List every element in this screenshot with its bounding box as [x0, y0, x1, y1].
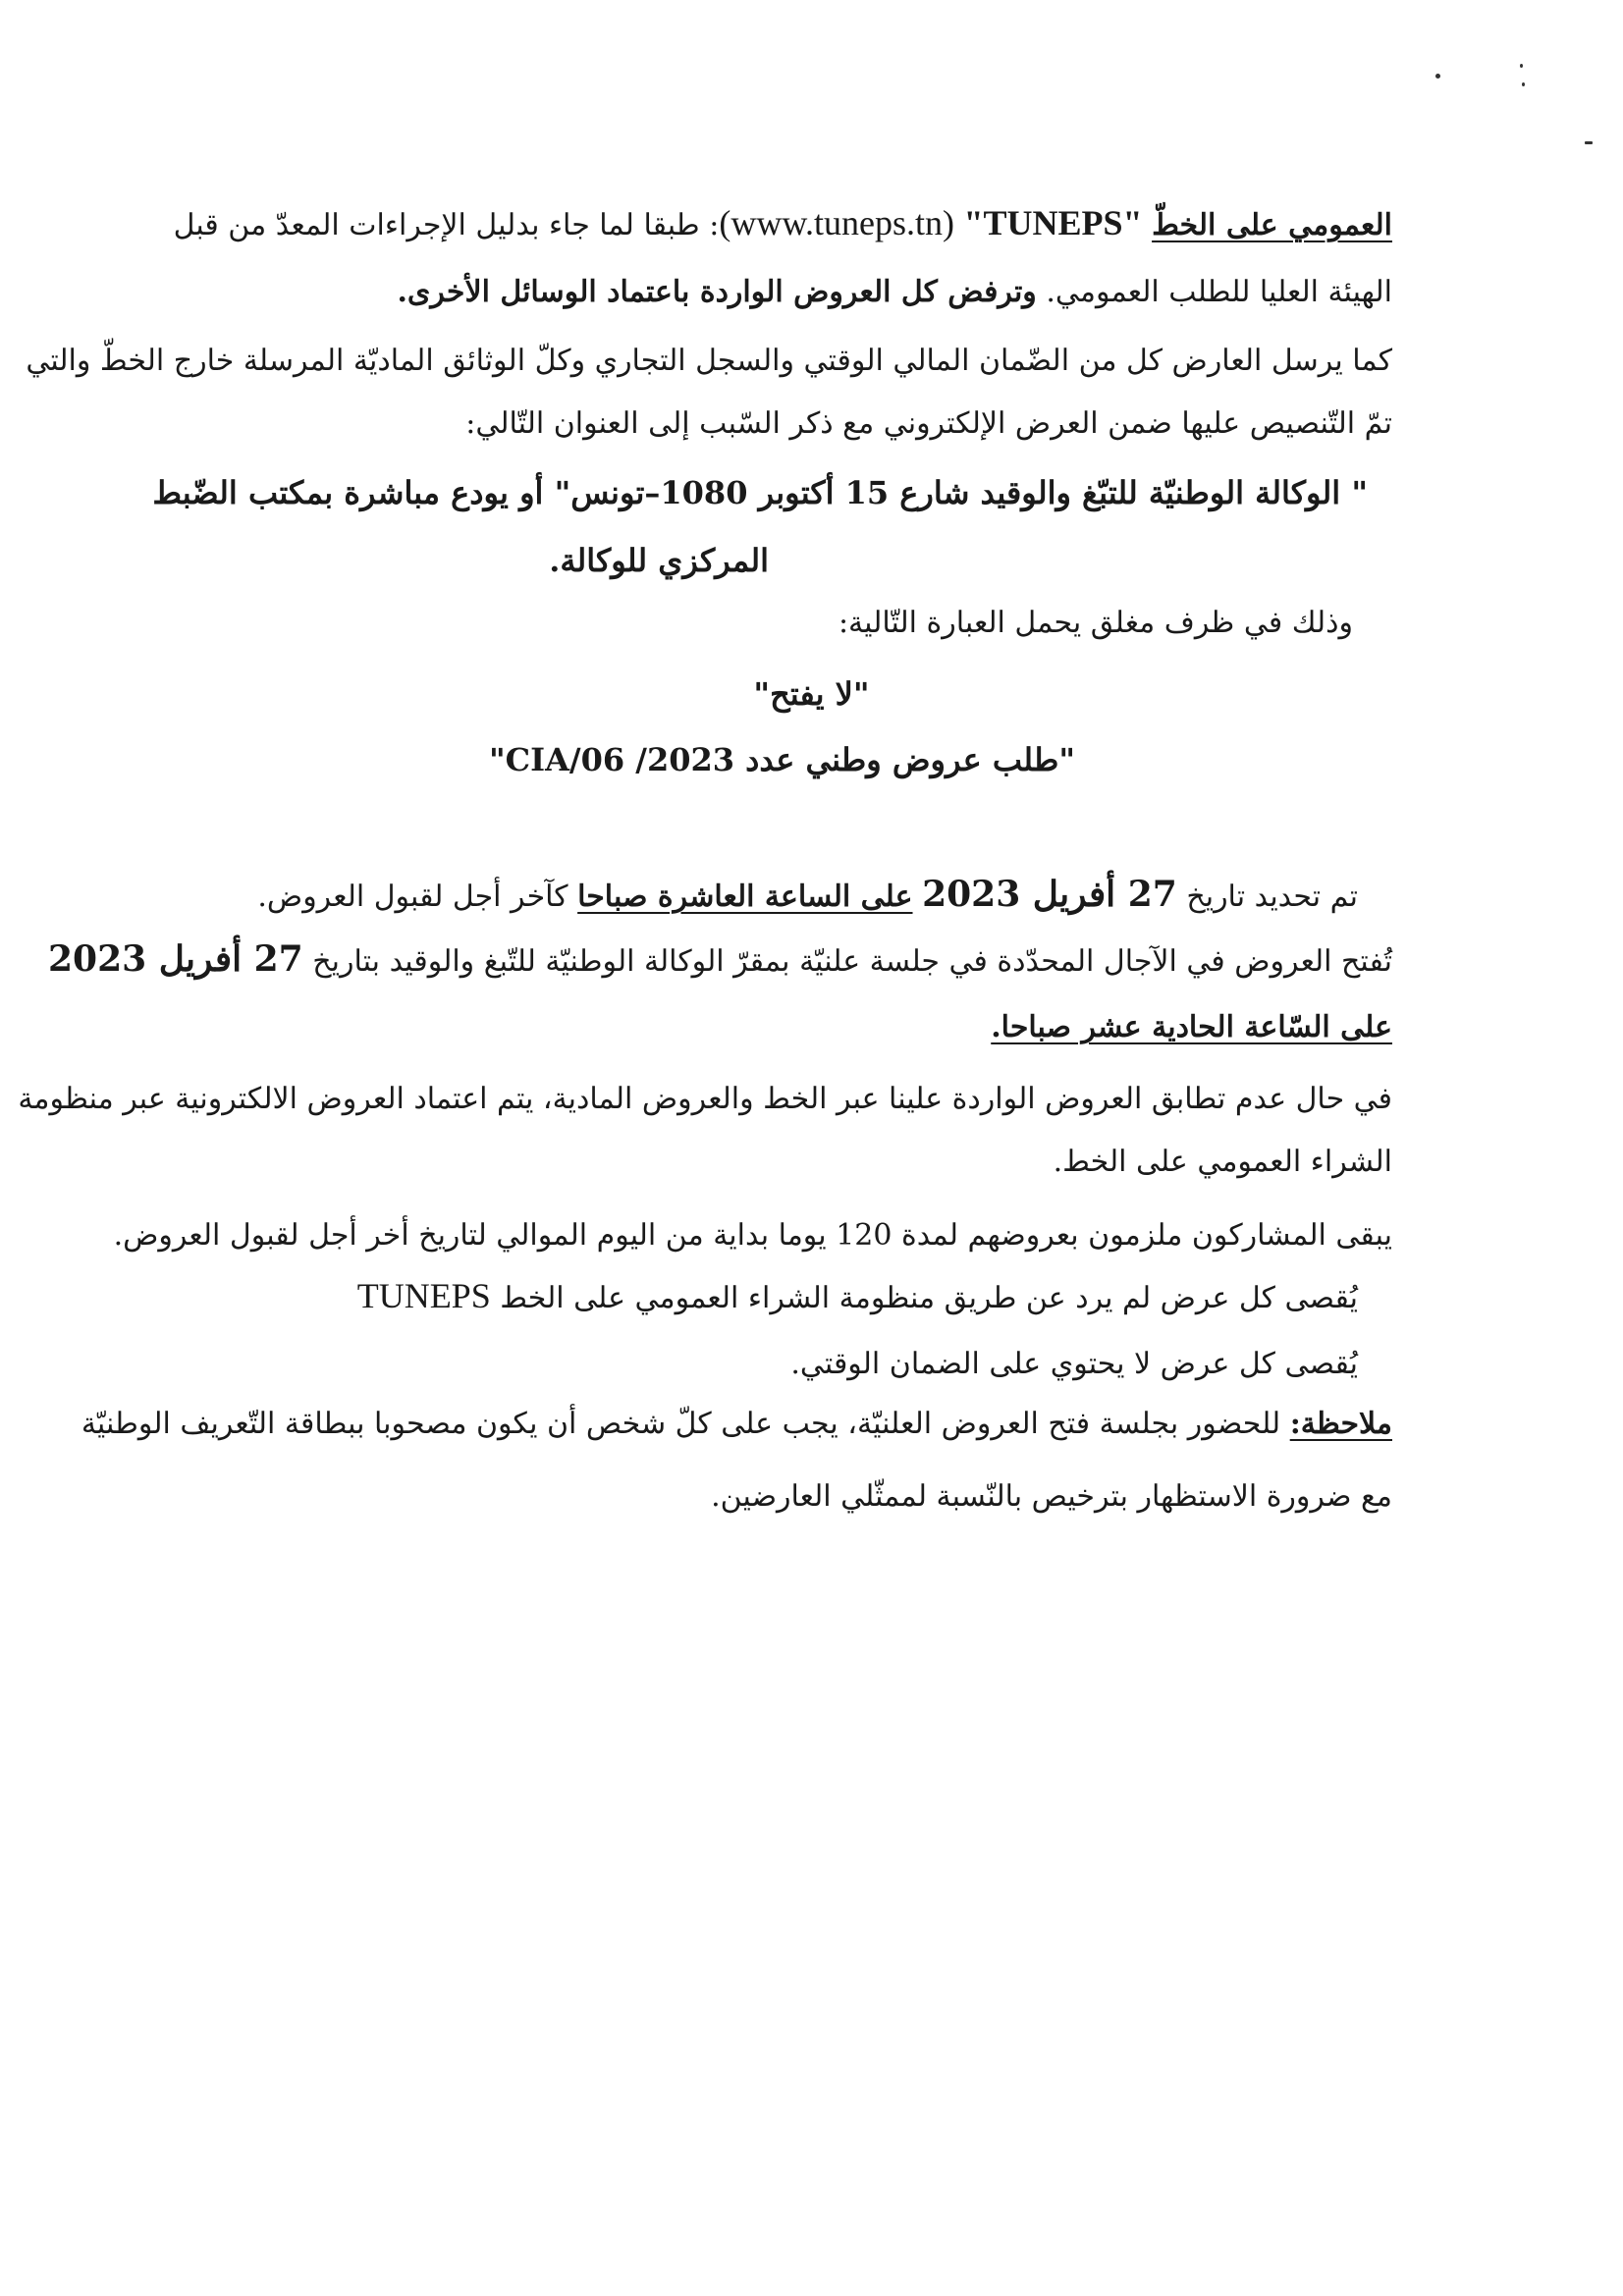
exclusion1-text: يُقصى كل عرض لم يرد عن طريق منظومة الشراء العمومي على الخط — [500, 1281, 1358, 1315]
note-label: ملاحظة: — [1289, 1407, 1392, 1441]
mismatch-line1: في حال عدم تطابق العروض الواردة علينا عبر الخط والعروض المادية، يتم اعتماد العروض الالكترونية عبر منظومة — [18, 1082, 1392, 1116]
address-line1: " الوكالة الوطنيّة للتبّغ والوقيد شارع 15 أكتوبر 1080–تونس" أو يودع مباشرة بمكتب الضّبط — [152, 474, 1368, 511]
deadline-pre: تم تحديد تاريخ — [1186, 880, 1358, 914]
scan-speck — [1522, 82, 1525, 86]
para1-line1-rest: : طبقا لما جاء بدليل الإجراءات المعدّ من قبل — [173, 208, 720, 242]
deadline-post: كآخر أجل لقبول العروض. — [257, 880, 568, 914]
envelope-intro: وذلك في ظرف مغلق يحمل العبارة التّالية: — [838, 606, 1353, 640]
para1-line2-bold: وترفض كل العروض الواردة باعتماد الوسائل الأخرى. — [397, 275, 1037, 309]
scan-speck — [1435, 74, 1440, 79]
exclusion2-line: يُقصى كل عرض لا يحتوي على الضمان الوقتي. — [790, 1347, 1358, 1381]
opening-time: على السّاعة الحادية عشر صباحا. — [991, 1010, 1392, 1044]
para2-line1: كما يرسل العارض كل من الضّمان المالي الوقتي والسجل التجاري وكلّ الوثائق الماديّة المرسلة خارج الخطّ والتي — [26, 344, 1392, 378]
para2-line2: تمّ التّنصيص عليها ضمن العرض الإلكتروني مع ذكر السّبب إلى العنوان التّالي: — [465, 406, 1392, 441]
tender-reference: "طلب عروض وطني عدد 2023/ CIA/06" — [488, 741, 1076, 778]
exclusion1-tuneps: TUNEPS — [356, 1276, 491, 1315]
note-line2: مع ضرورة الاستظهار بترخيص بالنّسبة لممثّلي العارضين. — [711, 1479, 1392, 1514]
para1-line2-plain: الهيئة العليا للطلب العمومي. — [1046, 275, 1392, 309]
tuneps-label: "TUNEPS" — [963, 203, 1143, 242]
deadline-line — [257, 873, 1358, 919]
validity-line: يبقى المشاركون ملزمون بعروضهم لمدة 120 يوما بداية من اليوم الموالي لتاريخ أخر أجل لقبول العروض. — [113, 1218, 1392, 1253]
para1-line1 — [174, 201, 1392, 247]
deadline-time: على الساعة العاشرة صباحا — [577, 880, 913, 914]
do-not-open: "لا يفتح" — [753, 675, 870, 713]
deadline-date: 27 أفريل 2023 — [922, 874, 1177, 915]
para1-line2 — [397, 271, 1392, 314]
note-text: للحضور بجلسة فتح العروض العلنيّة، يجب على كلّ شخص أن يكون مصحوبا ببطاقة التّعريف الوطنيّة — [81, 1407, 1281, 1441]
bold-underlined-text: العمومي على الخطّ — [1152, 208, 1392, 242]
tuneps-url: (www.tuneps.tn) — [719, 203, 954, 242]
address-line2: المركزي للوكالة. — [549, 542, 769, 579]
exclusion1-line — [357, 1274, 1358, 1320]
note-line1 — [81, 1403, 1392, 1446]
opening-date: 27 أفريل 2023 — [47, 938, 303, 980]
mismatch-line2: الشراء العمومي على الخط. — [1053, 1145, 1392, 1179]
opening-text: تُفتح العروض في الآجال المحدّدة في جلسة علنيّة بمقرّ الوكالة الوطنيّة للتّبغ والوقيد بتاريخ — [312, 944, 1392, 979]
scan-speck — [1585, 141, 1593, 144]
scan-speck — [1520, 64, 1523, 68]
opening-line1 — [48, 937, 1392, 984]
